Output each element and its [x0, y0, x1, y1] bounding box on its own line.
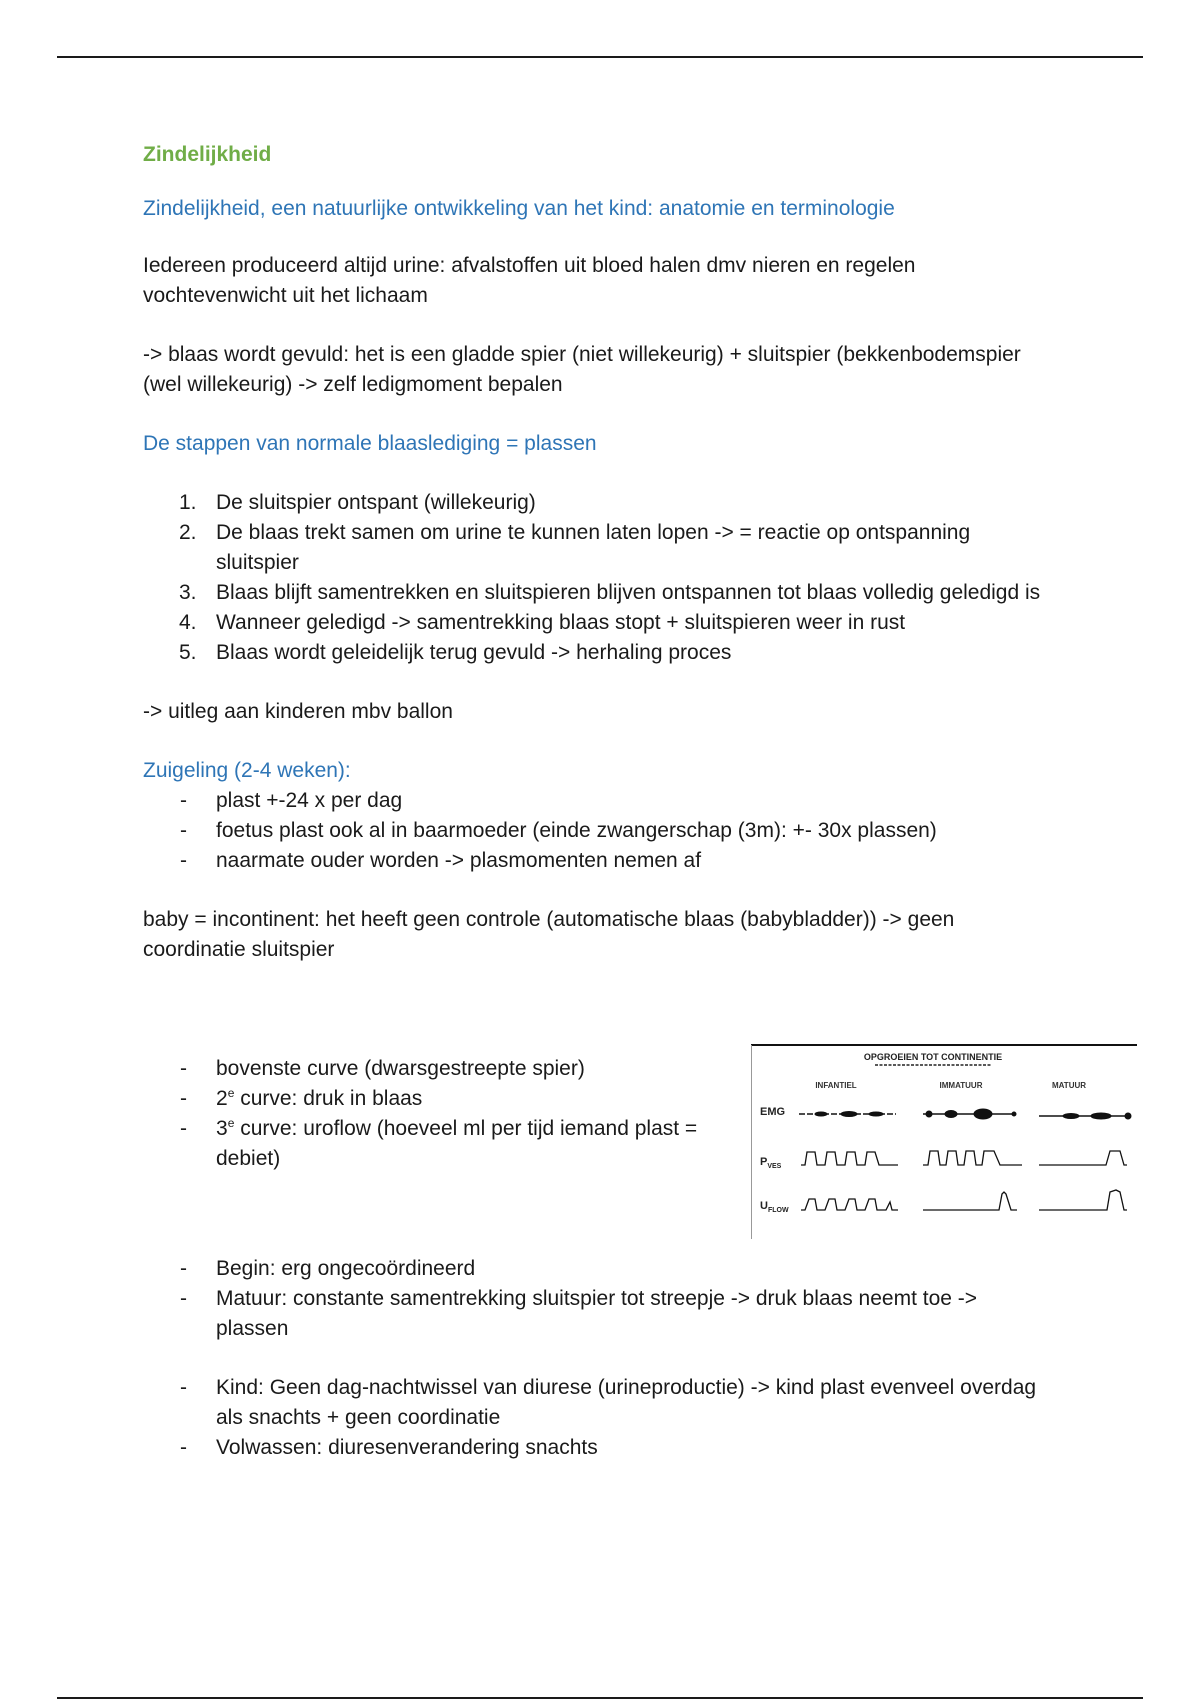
paragraph-ballon: -> uitleg aan kinderen mbv ballon: [143, 700, 453, 723]
list-text: Begin: erg ongecoördineerd: [216, 1257, 476, 1280]
section-heading-anatomie: Zindelijkheid, een natuurlijke ontwikkeling van het kind: anatomie en terminologie: [143, 197, 895, 220]
list-item: [143, 488, 1043, 518]
dash-bullet: -: [180, 1087, 187, 1110]
uflow-trace-infantiel: [801, 1199, 898, 1210]
emg-trace-matuur: [1039, 1113, 1131, 1119]
figure-col-infantiel: INFANTIEL: [815, 1081, 857, 1090]
coordination-list: [143, 1254, 1043, 1344]
list-text: 3: [216, 1117, 228, 1140]
curve-list: [143, 1054, 723, 1174]
curves-section: [143, 1052, 1087, 1254]
list-item: [143, 638, 1043, 668]
pves-trace-infantiel: [801, 1152, 898, 1165]
superscript: e: [227, 1086, 235, 1100]
list-text: Volwassen: diuresenverandering snachts: [216, 1436, 598, 1459]
dash-bullet: -: [180, 789, 187, 812]
pves-trace-matuur: [1039, 1151, 1127, 1165]
list-item: [143, 1054, 723, 1084]
list-number: 3.: [179, 581, 197, 604]
list-item: [143, 578, 1043, 608]
figure-row-emg: EMG: [760, 1106, 786, 1118]
list-number: 1.: [179, 491, 197, 514]
dash-bullet: -: [180, 1257, 187, 1280]
list-text: bovenste curve (dwarsgestreepte spier): [216, 1057, 585, 1080]
list-item: [143, 786, 1043, 816]
dash-bullet: -: [180, 1287, 187, 1310]
list-text: Blaas blijft samentrekken en sluitspieren blijven ontspannen tot blaas volledig geledigd is: [216, 581, 1041, 604]
dash-bullet: -: [180, 819, 187, 842]
figure-title: OPGROEIEN TOT CONTINENTIE: [863, 1052, 1003, 1062]
dash-bullet: -: [180, 1117, 187, 1140]
list-number: 4.: [179, 611, 197, 634]
dash-bullet: -: [180, 1376, 187, 1399]
list-text: plast +-24 x per dag: [216, 789, 403, 812]
superscript: e: [227, 1116, 235, 1130]
list-item: [143, 608, 1043, 638]
paragraph-baby: baby = incontinent: het heeft geen controle (automatische blaas (babybladder)) -> geen coordinatie sluitspier: [143, 908, 955, 961]
page-top-rule: [57, 56, 1143, 58]
document-body: [143, 140, 1087, 1463]
emg-trace-infantiel: [799, 1112, 896, 1117]
list-item: [143, 846, 1043, 876]
list-item: [143, 1373, 1043, 1433]
list-number: 5.: [179, 641, 197, 664]
uflow-trace-matuur: [1039, 1190, 1127, 1210]
list-item: [143, 1114, 723, 1174]
dash-bullet: -: [180, 849, 187, 872]
figure-row-pves: $P_{VES}$: [760, 1156, 782, 1170]
list-number: 2.: [179, 521, 197, 544]
list-text: 2: [216, 1087, 228, 1110]
section-heading-zuigeling: Zuigeling (2-4 weken):: [143, 759, 351, 782]
list-text: Matuur: constante samentrekking sluitspier tot streepje -> druk blaas neemt toe -> plassen: [216, 1287, 978, 1340]
list-item: [143, 518, 1043, 578]
dash-bullet: -: [180, 1436, 187, 1459]
page-bottom-rule: [57, 1697, 1143, 1699]
steps-list: [143, 488, 1043, 668]
list-text: curve: druk in blaas: [234, 1087, 423, 1110]
list-item: [143, 1084, 723, 1114]
figure-row-uflow: $U_{FLOW}$: [760, 1200, 789, 1214]
continentie-figure: [751, 1044, 1137, 1239]
list-item: [143, 1254, 1043, 1284]
list-text: Kind: Geen dag-nachtwissel van diurese (urineproductie) -> kind plast evenveel overdag als snachts + geen coordinatie: [216, 1376, 1037, 1429]
list-text: Wanneer geledigd -> samentrekking blaas stopt + sluitspieren weer in rust: [216, 611, 906, 634]
paragraph-urine: Iedereen produceerd altijd urine: afvalstoffen uit bloed halen dmv nieren en regelen vochtevenwicht uit het lichaam: [143, 254, 916, 307]
list-text: De sluitspier ontspant (willekeurig): [216, 491, 536, 514]
pves-trace-immatuur: [923, 1151, 1022, 1165]
uflow-trace-immatuur: [923, 1192, 1017, 1210]
list-item: [143, 1433, 1043, 1463]
list-item: [143, 816, 1043, 846]
list-text: Blaas wordt geleidelijk terug gevuld -> herhaling proces: [216, 641, 732, 664]
list-text: De blaas trekt samen om urine te kunnen laten lopen -> = reactie op ontspanning sluitspier: [216, 521, 971, 574]
list-text: curve: uroflow (hoeveel ml per tijd iemand plast = debiet): [216, 1117, 698, 1170]
figure-col-immatuur: IMMATUUR: [939, 1081, 983, 1090]
paragraph-blaas: -> blaas wordt gevuld: het is een gladde spier (niet willekeurig) + sluitspier (bekkenbodemspier (wel willekeurig) -> zelf ledigmoment bepalen: [143, 343, 1021, 396]
diurese-list: [143, 1373, 1043, 1463]
dash-bullet: -: [180, 1057, 187, 1080]
list-text: naarmate ouder worden -> plasmomenten nemen af: [216, 849, 702, 872]
infant-list: [143, 786, 1043, 876]
list-text: foetus plast ook al in baarmoeder (einde zwangerschap (3m): +- 30x plassen): [216, 819, 937, 842]
document-title: Zindelijkheid: [143, 143, 272, 166]
figure-col-matuur: MATUUR: [1051, 1081, 1087, 1090]
emg-trace-immatuur: [923, 1109, 1016, 1119]
list-item: [143, 1284, 1043, 1344]
section-heading-stappen: De stappen van normale blaaslediging = plassen: [143, 432, 597, 455]
